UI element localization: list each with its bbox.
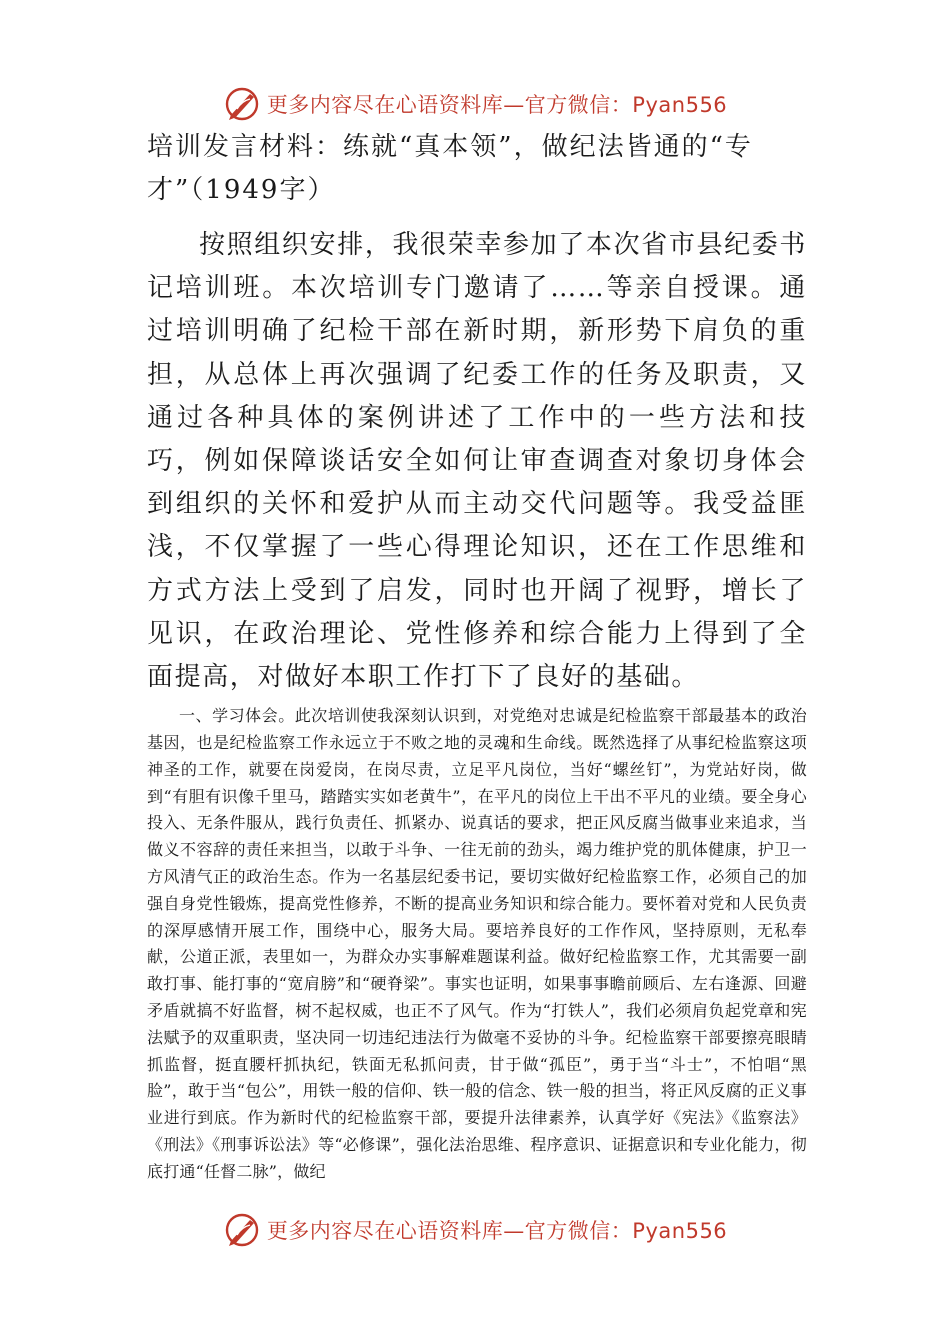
header-banner xyxy=(0,84,950,124)
footer-banner-text: 更多内容尽在心语资料库—官方微信：Pyan556 xyxy=(266,1219,728,1243)
document-body xyxy=(147,126,807,1186)
section-paragraph: 一、学习体会。此次培训使我深刻认识到，对党绝对忠诚是纪检监察干部最基本的政治基因，也是纪检监察工作永远立于不败之地的灵魂和生命线。既然选择了从事纪检监察这项神圣的工作，就要在岗爱岗，在岗尽责，立足平凡岗位，当好“螺丝钉”，为党站好岗，做到“有胆有识像千里马，踏踏实实如老黄牛”，在平凡的岗位上干出不平凡的业绩。要全身心投入、无条件服从，践行负责任、抓紧办、说真话的要求，把正风反腐当做事业来追求，当做义不容辞的责任来担当，以敢于斗争、一往无前的劲头，竭力维护党的肌体健康，护卫一方风清气正的政治生态。作为一名基层纪委书记，要切实做好纪检监察工作，必须自己的加强自身党性锻炼，提高党性修养，不断的提高业务知识和综合能力。要怀着对党和人民负责的深厚感情开展工作，围绕中心，服务大局。要培养良好的工作作风，坚持原则，无私奉献，公道正派，表里如一，为群众办实事解难题谋利益。做好纪检监察工作，尤其需要一副敢打事、能打事的“宽肩膀”和“硬脊梁”。事实也证明，如果事事瞻前顾后、左右逢源、回避矛盾就搞不好监督，树不起权威，也正不了风气。作为“打铁人”，我们必须肩负起党章和宪法赋予的双重职责，坚决同一切违纪违法行为做毫不妥协的斗争。纪检监察干部要擦亮眼睛抓监督，挺直腰杆抓执纪，铁面无私抓问责，甘于做“孤臣”，勇于当“斗士”，不怕唱“黑脸”，敢于当“包公”，用铁一般的信仰、铁一般的信念、铁一般的担当，将正风反腐的正义事业进行到底。作为新时代的纪检监察干部，要提升法律素养，认真学好《宪法》《监察法》《刑法》《刑事诉讼法》等“必修课”，强化法治思维、程序意识、证据意识和专业化能力，彻底打通“任督二脉”，做纪 xyxy=(147,706,807,1181)
lead-paragraph: 按照组织安排，我很荣幸参加了本次省市县纪委书记培训班。本次培训专门邀请了……等亲自授课。通过培训明确了纪检干部在新时期，新形势下肩负的重担，从总体上再次强调了纪委工作的任务及职责，又通过各种具体的案例讲述了工作中的一些方法和技巧，例如保障谈话安全如何让审查调查对象切身体会到组织的关怀和爱护从而主动交代问题等。我受益匪浅，不仅掌握了一些心得理论知识，还在工作思维和方式方法上受到了启发，同时也开阔了视野，增长了见识，在政治理论、党性修养和综合能力上得到了全面提高，对做好本职工作打下了良好的基础。 xyxy=(147,230,807,693)
pen-circle-logo-icon xyxy=(223,85,261,123)
document-title: 培训发言材料：练就“真本领”，做纪法皆通的“专才”（1949字） xyxy=(147,132,753,205)
header-banner-text: 更多内容尽在心语资料库—官方微信：Pyan556 xyxy=(266,93,728,117)
footer-banner xyxy=(0,1210,950,1250)
pen-circle-logo-icon xyxy=(223,1211,261,1249)
